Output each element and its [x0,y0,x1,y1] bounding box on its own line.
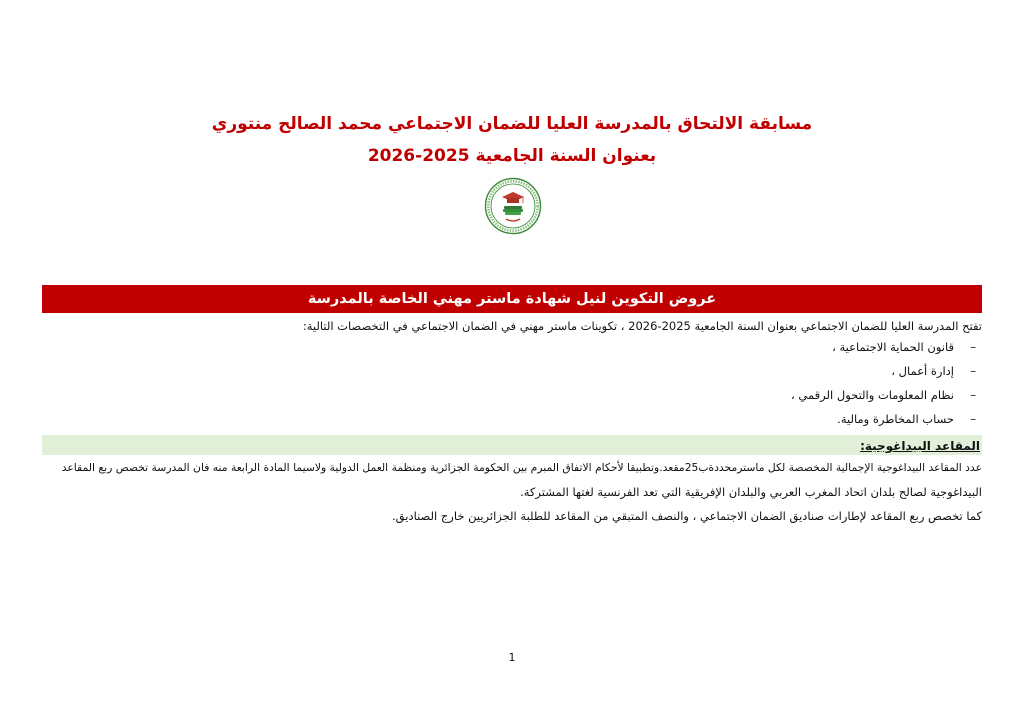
specialty-label: إدارة أعمال ، [891,364,954,378]
page-number: 1 [508,651,516,664]
pedagogical-seats-heading-band [42,435,982,455]
list-dash: – [970,364,976,378]
list-item [791,388,976,402]
specialty-label: حساب المخاطرة ومالية. [837,412,954,426]
list-item [832,340,976,354]
list-dash: – [970,388,976,402]
seats-paragraph-line-3: كما تخصص ربع المقاعد لإطارات صناديق الضمان الاجتماعي ، والنصف المتبقي من المقاعد للطلبة الجزائريين خارج الصناديق. [392,509,982,523]
seats-paragraph-line-1: عدد المقاعد البيداغوجية الإجمالية المخصصة لكل ماسترمحددةب25مقعد.وتطبيقا لأحكام الاتفاق المبرم بين الحكومة الجزائرية ومنظمة العمل الدولية ولاسيما المادة الرابعة منه فان المدرسة تخصص ربع المقاعد [61,461,982,474]
list-item [837,412,976,426]
list-dash: – [970,340,976,354]
document-title: مسابقة الالتحاق بالمدرسة العليا للضمان الاجتماعي محمد الصالح منتوري [211,114,813,134]
master-offers-banner: عروض التكوين لنيل شهادة ماستر مهني الخاصة بالمدرسة [42,285,982,313]
academic-year-subtitle: بعنوان السنة الجامعية 2025-2026 [367,146,657,166]
school-logo [484,177,542,235]
pedagogical-seats-heading: المقاعد البيداغوجية: [860,439,980,453]
specialty-label: قانون الحماية الاجتماعية ، [832,340,954,354]
intro-paragraph: تفتح المدرسة العليا للضمان الاجتماعي بعنوان السنة الجامعية 2025-2026 ، تكوينات ماستر مهني في الضمان الاجتماعي في التخصصات التالية: [302,319,982,333]
list-dash: – [970,412,976,426]
seats-paragraph-line-2: البيداغوجية لصالح بلدان اتحاد المغرب العربي والبلدان الإفريقية التي تعد الفرنسية لغتها المشتركة. [520,485,982,499]
specialty-label: نظام المعلومات والتحول الرقمي ، [791,388,954,402]
list-item [891,364,976,378]
